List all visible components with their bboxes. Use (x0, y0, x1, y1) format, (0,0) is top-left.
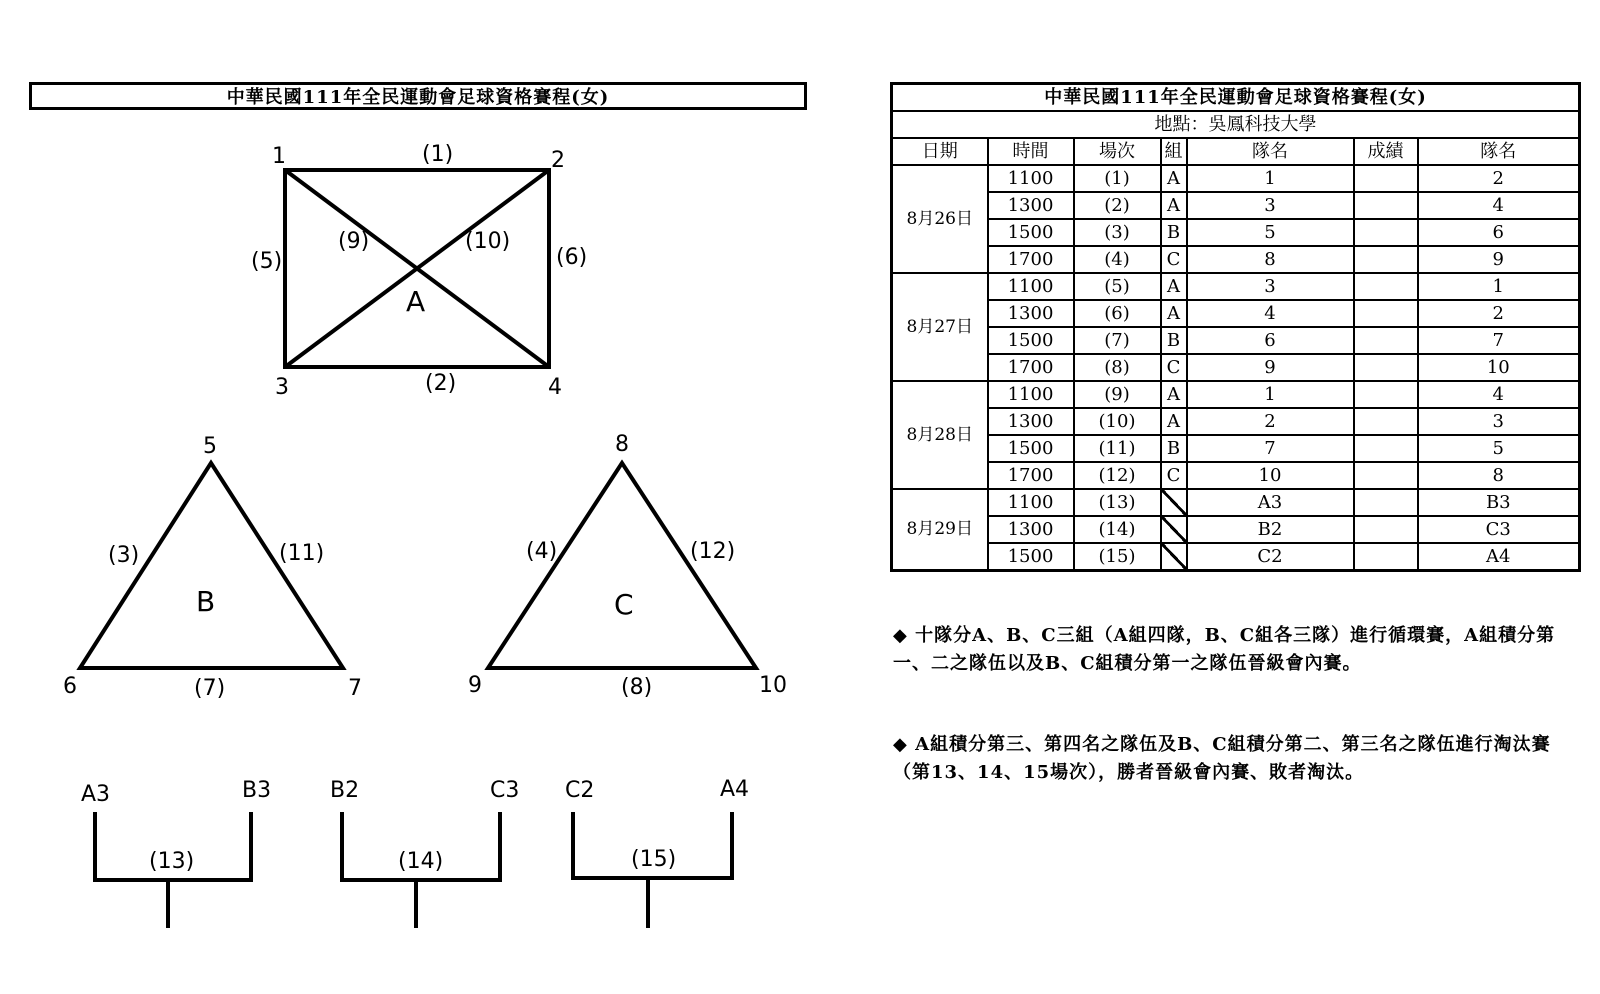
team-cell: 10 (1187, 462, 1354, 489)
group-cell: B (1161, 327, 1187, 354)
column-header: 時間 (988, 138, 1074, 165)
score-cell (1354, 435, 1418, 462)
group-name: C (614, 588, 634, 621)
table-row (892, 462, 1580, 489)
score-cell (1354, 489, 1418, 516)
team-cell: 5 (1187, 219, 1354, 246)
team-cell: C2 (1187, 543, 1354, 571)
group-cell: C (1161, 354, 1187, 381)
group-cell (1161, 489, 1187, 516)
time-cell: 1700 (988, 462, 1074, 489)
table-row (892, 408, 1580, 435)
table-row (892, 354, 1580, 381)
score-cell (1354, 327, 1418, 354)
team-cell: 4 (1418, 192, 1580, 219)
column-header: 隊名 (1187, 138, 1354, 165)
group-a-diagram (285, 170, 549, 367)
bracket-match-label: (15) (631, 847, 677, 872)
team-cell: 2 (1187, 408, 1354, 435)
team-cell: B2 (1187, 516, 1354, 543)
time-cell: 1100 (988, 165, 1074, 192)
group-name: A (406, 285, 426, 318)
team-cell: 1 (1187, 165, 1354, 192)
time-cell: 1700 (988, 354, 1074, 381)
match-cell: (6) (1074, 300, 1161, 327)
edge-label: (3) (108, 543, 140, 568)
group-cell: B (1161, 435, 1187, 462)
edge-label: (11) (279, 541, 325, 566)
table-row (892, 381, 1580, 408)
bracket-team-label: A3 (81, 782, 111, 807)
score-cell (1354, 381, 1418, 408)
match-cell: (2) (1074, 192, 1161, 219)
vertex-label: 7 (348, 676, 362, 701)
score-cell (1354, 273, 1418, 300)
group-cell: A (1161, 273, 1187, 300)
column-header: 日期 (892, 138, 988, 165)
team-cell: 4 (1418, 381, 1580, 408)
edge-label: (5) (251, 249, 283, 274)
team-cell: 1 (1418, 273, 1580, 300)
edge-label: (1) (422, 142, 454, 167)
table-row (892, 273, 1580, 300)
table-row (892, 516, 1580, 543)
team-cell: 3 (1418, 408, 1580, 435)
team-cell: 3 (1187, 192, 1354, 219)
time-cell: 1100 (988, 489, 1074, 516)
bracket-team-label: C3 (490, 778, 520, 803)
group-cell: A (1161, 165, 1187, 192)
score-cell (1354, 354, 1418, 381)
vertex-label: 9 (468, 673, 482, 698)
table-row (892, 489, 1580, 516)
column-header: 組 (1161, 138, 1187, 165)
score-cell (1354, 300, 1418, 327)
group-c-triangle (488, 463, 756, 668)
match-cell: (12) (1074, 462, 1161, 489)
team-cell: 7 (1187, 435, 1354, 462)
team-cell: 2 (1418, 165, 1580, 192)
time-cell: 1500 (988, 327, 1074, 354)
match-cell: (13) (1074, 489, 1161, 516)
score-cell (1354, 408, 1418, 435)
time-cell: 1300 (988, 408, 1074, 435)
group-cell: A (1161, 192, 1187, 219)
match-cell: (1) (1074, 165, 1161, 192)
group-cell: A (1161, 408, 1187, 435)
score-cell (1354, 516, 1418, 543)
table-row (892, 219, 1580, 246)
match-cell: (11) (1074, 435, 1161, 462)
schedule-venue: 地點：吳鳳科技大學 (892, 111, 1580, 138)
team-cell: 4 (1187, 300, 1354, 327)
time-cell: 1300 (988, 516, 1074, 543)
team-cell: 7 (1418, 327, 1580, 354)
match-cell: (7) (1074, 327, 1161, 354)
group-cell: A (1161, 300, 1187, 327)
vertex-label: 6 (63, 674, 77, 699)
time-cell: 1500 (988, 219, 1074, 246)
rule-note-1: ◆ 十隊分A、B、C三組（A組四隊，B、C組各三隊）進行循環賽，A組積分第一、二之隊伍以及B、C組積分第一之隊伍晉級會內賽。 (893, 625, 1556, 674)
edge-label: (2) (425, 371, 457, 396)
vertex-label: 1 (272, 144, 286, 169)
vertex-label: 2 (551, 148, 565, 173)
match-cell: (9) (1074, 381, 1161, 408)
schedule-title: 中華民國111年全民運動會足球資格賽程(女) (892, 84, 1580, 112)
match-cell: (3) (1074, 219, 1161, 246)
match-cell: (4) (1074, 246, 1161, 273)
team-cell: 9 (1187, 354, 1354, 381)
score-cell (1354, 462, 1418, 489)
column-header: 成績 (1354, 138, 1418, 165)
match-cell: (14) (1074, 516, 1161, 543)
vertex-label: 10 (759, 673, 787, 698)
team-cell: C3 (1418, 516, 1580, 543)
bracket-team-label: A4 (720, 777, 750, 802)
edge-label: (4) (526, 539, 558, 564)
match-cell: (5) (1074, 273, 1161, 300)
match-cell: (10) (1074, 408, 1161, 435)
score-cell (1354, 543, 1418, 571)
team-cell: B3 (1418, 489, 1580, 516)
group-cell: C (1161, 462, 1187, 489)
group-name: B (196, 585, 216, 618)
group-cell: C (1161, 246, 1187, 273)
edge-label: (7) (194, 676, 226, 701)
group-cell (1161, 543, 1187, 571)
vertex-label: 3 (275, 375, 289, 400)
vertex-label: 5 (203, 434, 217, 459)
column-header: 隊名 (1418, 138, 1580, 165)
table-row (892, 327, 1580, 354)
time-cell: 1100 (988, 273, 1074, 300)
time-cell: 1100 (988, 381, 1074, 408)
date-cell: 8月28日 (892, 381, 988, 489)
match-cell: (15) (1074, 543, 1161, 571)
time-cell: 1700 (988, 246, 1074, 273)
time-cell: 1300 (988, 300, 1074, 327)
column-header: 場次 (1074, 138, 1161, 165)
bracket-match-label: (13) (149, 849, 195, 874)
team-cell: 3 (1187, 273, 1354, 300)
team-cell: 5 (1418, 435, 1580, 462)
team-cell: 8 (1418, 462, 1580, 489)
score-cell (1354, 165, 1418, 192)
group-cell: B (1161, 219, 1187, 246)
team-cell: 1 (1187, 381, 1354, 408)
table-row (892, 300, 1580, 327)
team-cell: 9 (1418, 246, 1580, 273)
vertex-label: 8 (615, 432, 629, 457)
team-cell: 10 (1418, 354, 1580, 381)
team-cell: 2 (1418, 300, 1580, 327)
table-row (892, 543, 1580, 571)
score-cell (1354, 192, 1418, 219)
schedule-table (890, 82, 1581, 572)
team-cell: 6 (1418, 219, 1580, 246)
rule-note-2: ◆ A組積分第三、第四名之隊伍及B、C組積分第二、第三名之隊伍進行淘汰賽（第13、14、15場次），勝者晉級會內賽、敗者淘汰。 (893, 734, 1551, 783)
edge-label: (8) (621, 675, 653, 700)
left-title: 中華民國111年全民運動會足球資格賽程(女) (29, 82, 807, 110)
team-cell: A3 (1187, 489, 1354, 516)
date-cell: 8月26日 (892, 165, 988, 273)
match-cell: (8) (1074, 354, 1161, 381)
team-cell: 8 (1187, 246, 1354, 273)
table-row (892, 165, 1580, 192)
group-cell: A (1161, 381, 1187, 408)
time-cell: 1500 (988, 543, 1074, 571)
vertex-label: 4 (548, 375, 562, 400)
table-row (892, 246, 1580, 273)
score-cell (1354, 219, 1418, 246)
bracket-team-label: B2 (330, 778, 360, 803)
team-cell: 6 (1187, 327, 1354, 354)
edge-label: (9) (338, 229, 370, 254)
time-cell: 1300 (988, 192, 1074, 219)
bracket-team-label: B3 (242, 778, 272, 803)
group-cell (1161, 516, 1187, 543)
bracket-match-label: (14) (398, 849, 444, 874)
table-row (892, 192, 1580, 219)
date-cell: 8月29日 (892, 489, 988, 571)
team-cell: A4 (1418, 543, 1580, 571)
table-row (892, 435, 1580, 462)
score-cell (1354, 246, 1418, 273)
date-cell: 8月27日 (892, 273, 988, 381)
bracket-team-label: C2 (565, 778, 595, 803)
time-cell: 1500 (988, 435, 1074, 462)
edge-label: (12) (690, 539, 736, 564)
edge-label: (6) (556, 245, 588, 270)
edge-label: (10) (465, 229, 511, 254)
